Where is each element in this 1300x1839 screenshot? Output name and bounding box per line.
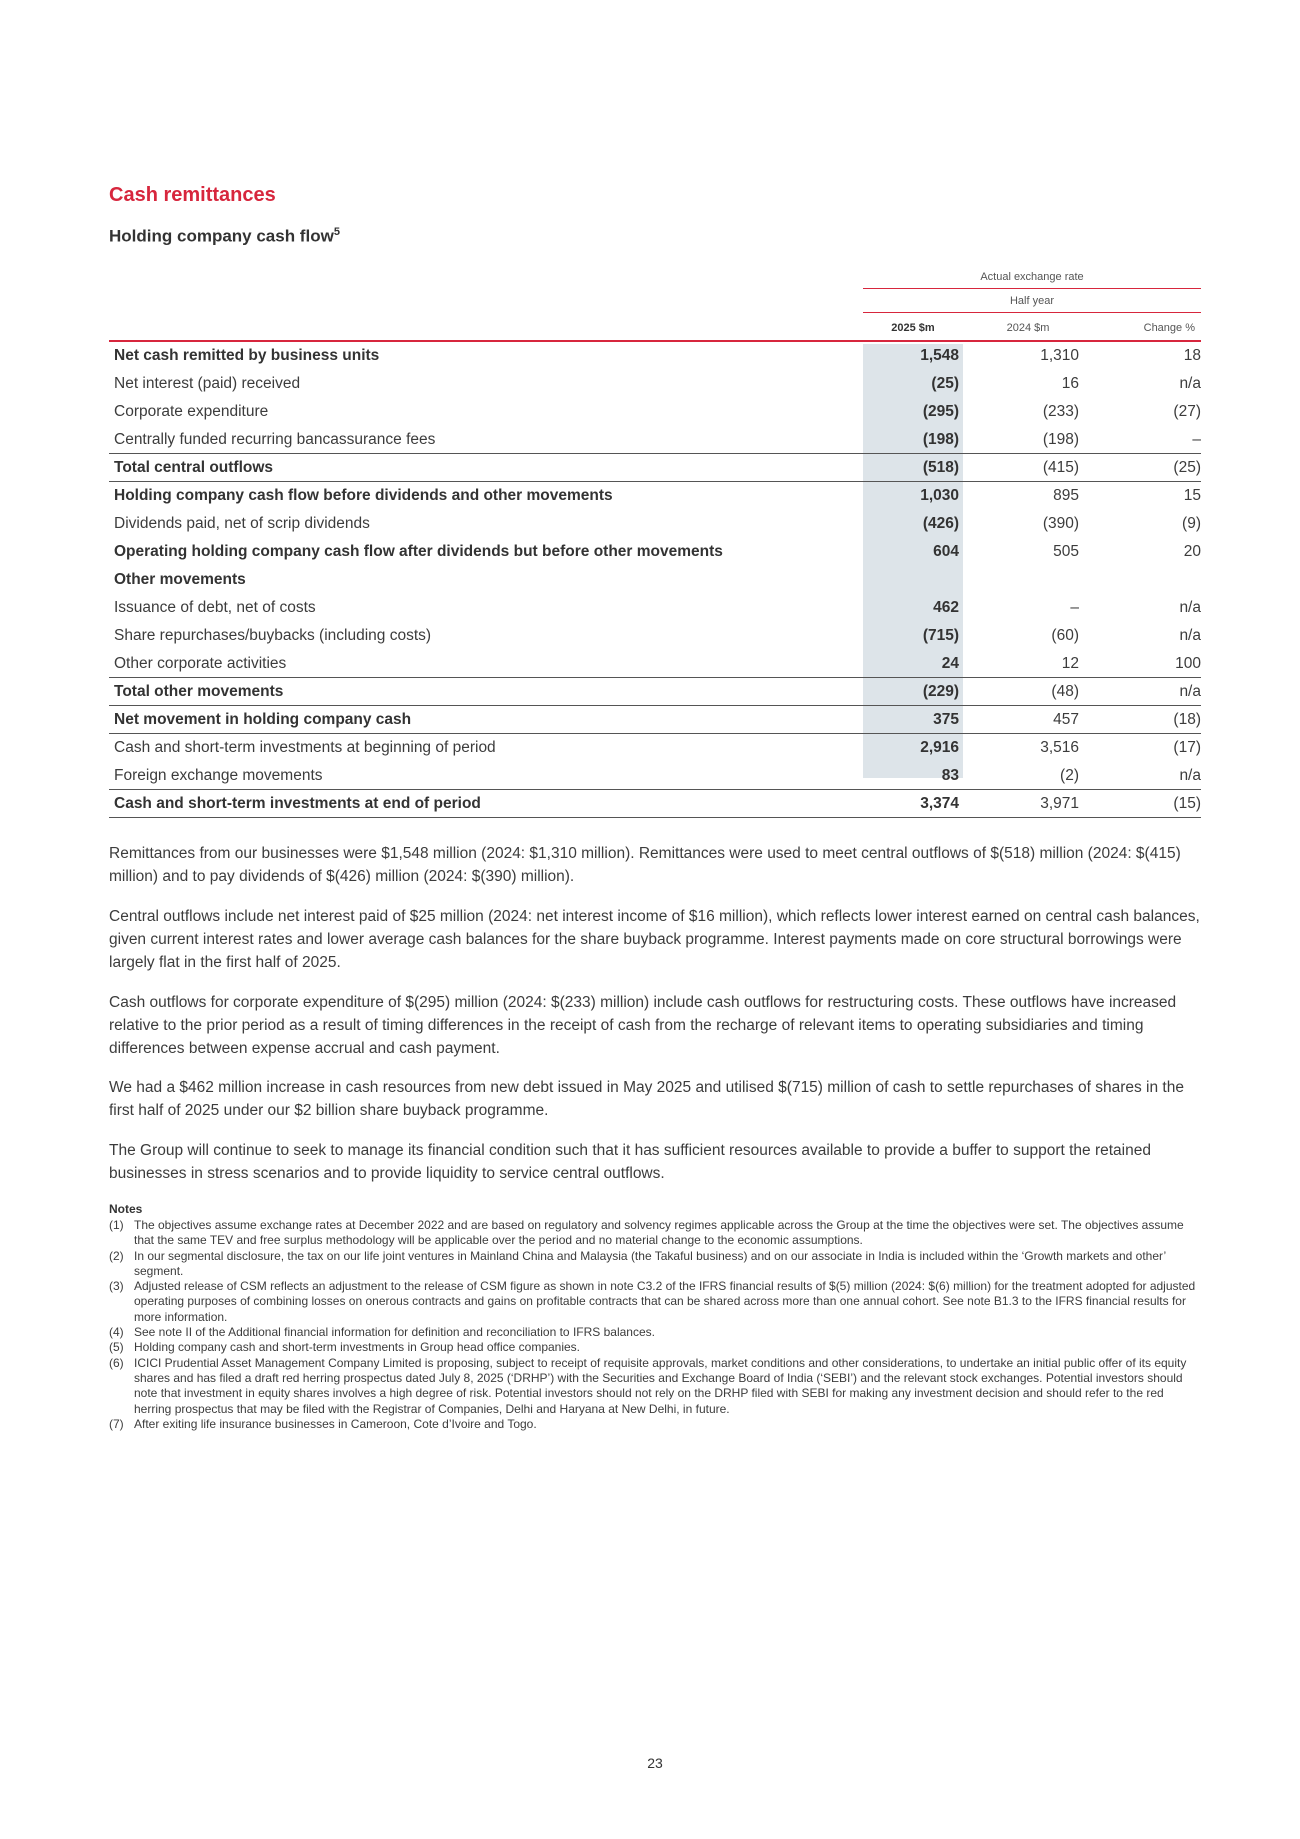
table-row: [109, 678, 1201, 706]
table-row: [109, 538, 1201, 566]
note-number: (5): [109, 1340, 124, 1355]
note-item: [109, 1249, 1201, 1280]
value-2025: 3,374: [920, 795, 959, 812]
value-change: n/a: [1179, 767, 1201, 784]
value-2025: (295): [922, 403, 959, 420]
note-item: [109, 1340, 1201, 1355]
row-label: Corporate expenditure: [114, 403, 269, 420]
header-exchange-rate: Actual exchange rate: [863, 268, 1201, 289]
row-label: Operating holding company cash flow after dividends but before other movements: [114, 543, 723, 560]
row-label: Centrally funded recurring bancassurance fees: [114, 431, 436, 448]
row-label: Other movements: [114, 571, 246, 588]
value-2025: 2,916: [920, 739, 959, 756]
note-text: See note II of the Additional financial information for definition and reconciliation to IFRS balances.: [134, 1325, 655, 1340]
note-item: [109, 1356, 1201, 1417]
value-change: 20: [1183, 543, 1201, 560]
value-2025: 83: [941, 767, 959, 784]
table-row: [109, 594, 1201, 622]
note-number: (2): [109, 1248, 124, 1263]
row-label: Other corporate activities: [114, 655, 287, 672]
value-2024: (390): [1042, 515, 1079, 532]
table-row: [109, 790, 1201, 818]
value-2024: (415): [1042, 459, 1079, 476]
table-row: [109, 454, 1201, 482]
value-2024: 505: [1053, 543, 1079, 560]
value-2025: 604: [933, 543, 959, 560]
note-item: [109, 1325, 1201, 1340]
column-headers: [863, 318, 1201, 338]
table-row: [109, 566, 1201, 594]
column-header-2024: 2024 $m: [1006, 322, 1050, 334]
value-2025: 375: [933, 711, 959, 728]
value-change: n/a: [1179, 627, 1201, 644]
table-row: [109, 622, 1201, 650]
value-2024: 3,516: [1040, 739, 1079, 756]
value-2025: (518): [922, 459, 959, 476]
row-label: Net interest (paid) received: [114, 375, 301, 392]
value-2025: (715): [922, 627, 959, 644]
table-row: [109, 482, 1201, 510]
page-number: 23: [647, 1755, 663, 1771]
value-change: 100: [1175, 655, 1201, 672]
value-2024: 1,310: [1040, 347, 1079, 364]
value-2024: (48): [1051, 683, 1079, 700]
notes-section: [109, 1202, 1201, 1432]
column-header-change: Change %: [1143, 322, 1195, 334]
sub-title: [109, 226, 340, 247]
value-change: (9): [1182, 515, 1201, 532]
value-2025: (25): [931, 375, 959, 392]
paragraph-remittances: Remittances from our businesses were $1,548 million (2024: $1,310 million). Remittances were used to meet central outflows of $(518) million (2024: $(415) million) and to pay dividends of $(426) million (2024: $(390) million).: [109, 845, 1181, 885]
value-2025: (229): [922, 683, 959, 700]
value-2025: 1,030: [920, 487, 959, 504]
note-item: [109, 1279, 1201, 1325]
note-number: (4): [109, 1325, 124, 1340]
table-row: [109, 734, 1201, 762]
row-label: Cash and short-term investments at end of period: [114, 795, 481, 812]
value-2024: (60): [1051, 627, 1079, 644]
row-label: Dividends paid, net of scrip dividends: [114, 515, 370, 532]
note-number: (7): [109, 1416, 124, 1431]
value-change: 18: [1183, 347, 1201, 364]
row-label: Net movement in holding company cash: [114, 711, 412, 728]
note-number: (6): [109, 1355, 124, 1370]
paragraph-corporate-expenditure: Cash outflows for corporate expenditure of $(295) million (2024: $(233) million) include cash outflows for restructuring costs. These outflows have increased relative to the prior period as a result of timing differences in the receipt of cash from the recharge of relevant items to operating subsidiaries and timing differences between expense accrual and cash payment.: [109, 994, 1177, 1057]
column-header-2025: 2025 $m: [891, 322, 935, 334]
value-2024: (198): [1042, 431, 1079, 448]
value-2025: (198): [922, 431, 959, 448]
sub-title-note-ref: 5: [333, 226, 340, 238]
row-label: Holding company cash flow before dividends and other movements: [114, 487, 613, 504]
paragraph-debt-and-buyback: We had a $462 million increase in cash resources from new debt issued in May 2025 and utilised $(715) million of cash to settle repurchases of shares in the first half of 2025 under our $2 billion share buyback programme.: [109, 1079, 1184, 1119]
row-label: Share repurchases/buybacks (including costs): [114, 627, 432, 644]
table-row: [109, 398, 1201, 426]
row-label: Issuance of debt, net of costs: [114, 599, 316, 616]
table-body: [109, 342, 1201, 818]
value-2024: 12: [1061, 655, 1079, 672]
note-text: After exiting life insurance businesses in Cameroon, Cote d’Ivoire and Togo.: [134, 1416, 537, 1431]
value-2024: (233): [1042, 403, 1079, 420]
note-number: (3): [109, 1279, 124, 1294]
table-row: [109, 510, 1201, 538]
note-text: ICICI Prudential Asset Management Company Limited is proposing, subject to receipt of requisite approvals, market conditions and other considerations, to undertake an initial public offer of its equity shares and has filed a draft red herring prospectus dated July 8, 2025 (‘DRHP’) with the Securities and Exchange Board of India (‘SEBI’) and the relevant stock exchanges. Potential investors should note that investment in equity shares involves a high degree of risk. Potential investors should not rely on the DRHP filed with SEBI for making any investment decision and should refer to the red herring prospectus that may be filed with the Registrar of Companies, Delhi and Haryana at New Delhi, in future.: [134, 1355, 1187, 1416]
value-2025: 1,548: [920, 347, 959, 364]
header-half-year: Half year: [863, 292, 1201, 313]
value-change: (15): [1173, 795, 1201, 812]
value-change: n/a: [1179, 683, 1201, 700]
row-label: Total central outflows: [114, 459, 274, 476]
row-label: Cash and short-term investments at beginning of period: [114, 739, 496, 756]
note-text: Adjusted release of CSM reflects an adjustment to the release of CSM figure as shown in note C3.2 of the IFRS financial results of $(5) million (2024: $(6) million) for the treatment adopted for adjusted operating purposes of combining losses on onerous contracts and gains on profitable contracts that can be shared across more than one annual cohort. See note B1.3 to the IFRS financial results for more information.: [134, 1279, 1196, 1324]
notes-title: Notes: [109, 1202, 143, 1216]
value-2025: 24: [941, 655, 959, 672]
note-text: The objectives assume exchange rates at December 2022 and are based on regulatory and solvency regimes applicable across the Group at the time the objectives were set. The objectives assume that the same TEV and free surplus methodology will be applicable over the period and no material change to the economic assumptions.: [134, 1218, 1184, 1248]
row-label: Total other movements: [114, 683, 284, 700]
value-change: (25): [1173, 459, 1201, 476]
sub-title-text: Holding company cash flow: [109, 226, 334, 246]
value-2024: 16: [1061, 375, 1079, 392]
value-2025: 462: [933, 599, 959, 616]
value-2024: –: [1070, 599, 1079, 616]
value-change: (27): [1173, 403, 1201, 420]
row-label: Foreign exchange movements: [114, 767, 323, 784]
value-2024: 457: [1053, 711, 1079, 728]
table-row: [109, 650, 1201, 678]
note-number: (1): [109, 1218, 124, 1232]
table-row: [109, 762, 1201, 790]
value-change: (17): [1173, 739, 1201, 756]
table-row: [109, 370, 1201, 398]
note-text: In our segmental disclosure, the tax on our life joint ventures in Mainland China and Malaysia (the Takaful business) and on our associate in India is included within the ‘Growth markets and other’ segment.: [134, 1248, 1166, 1278]
section-title: Cash remittances: [109, 184, 276, 206]
value-change: n/a: [1179, 599, 1201, 616]
value-change: 15: [1183, 487, 1201, 504]
value-2024: (2): [1060, 767, 1079, 784]
value-2025: (426): [922, 515, 959, 532]
value-2024: 895: [1053, 487, 1079, 504]
paragraph-central-outflows: Central outflows include net interest paid of $25 million (2024: net interest income of $16 million), which reflects lower interest earned on central cash balances, given current interest rates and lower average cash balances for the share buyback programme. Interest payments made on core structural borrowings were largely flat in the first half of 2025.: [109, 908, 1200, 971]
value-change: (18): [1173, 711, 1201, 728]
table-row: [109, 342, 1201, 370]
table-row: [109, 426, 1201, 454]
note-item: [109, 1417, 1201, 1432]
value-2024: 3,971: [1040, 795, 1079, 812]
table-row: [109, 706, 1201, 734]
note-text: Holding company cash and short-term investments in Group head office companies.: [134, 1340, 581, 1355]
paragraph-financial-condition: The Group will continue to seek to manage its financial condition such that it has sufficient resources available to provide a buffer to support the retained businesses in stress scenarios and to provide liquidity to service central outflows.: [109, 1142, 1151, 1182]
row-label: Net cash remitted by business units: [114, 347, 380, 364]
note-item: [109, 1218, 1201, 1249]
value-change: n/a: [1179, 375, 1201, 392]
value-change: –: [1192, 431, 1201, 448]
